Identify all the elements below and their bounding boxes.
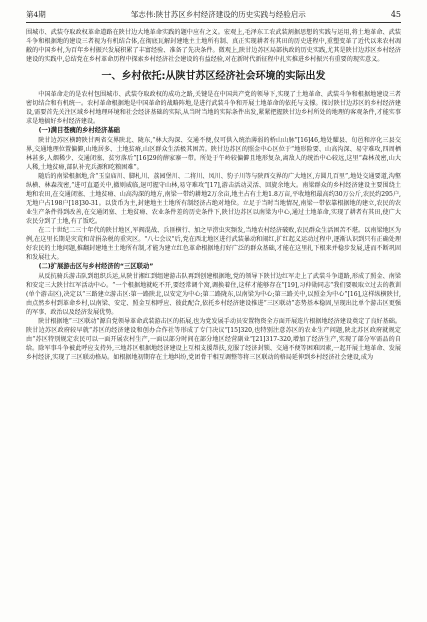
subsection-2-title: (二)扩展游击区与乡村经济的“三区联动” <box>38 263 154 271</box>
section-intro-paragraph: 中国革命走的是农村包围城市、武装夺取政权的成功之路,关键是在中国共产党的领导下,实现了土地革命、武装斗争和根据地建设三者密切结合和有机统一。农村革命根据地是中国革命的战略阵地,是进行武装斗争和开展土地革命的依托与支撑。探讨陕甘边苏区的乡村经济建设,需要首先关注区域乡村地理环境和社会经济基础的实际,从当时当地的实际条件出发,紧紧把握陕甘边乡村所处的地理的客观条件,才能实事求是地搞好乡村经济建设。 <box>26 91 401 126</box>
section-title: 一、乡村依托:从陕甘苏区经济社会环境的实际出发 <box>101 71 326 83</box>
page-number: 45 <box>390 10 401 19</box>
body-paragraph: 从反抗骑兵游击队到组织兵运,从陕甘湘红到组建游击队再到创建根据地,党的领导下陕甘边红军走上了武装斗争道路,形成了照金、南梁和安定三大陕甘红军活动中心。“一个根据地就屹不开,要经常调个窝,调换着住,这样才能够存在”[19],习仲勋同志“我们要吸取立过去的教训(单个游击区),决定以“三路建立游击区:第一路陕北,以安定为中心;第二路陇东,以南梁为中心;第三路关中,以照金为中心”[16],这样纵横陕甘,由点然乡村到革命乡村,以南梁、安定、照金互相呼应、彼此配合,依托乡村经济建设推进“三区联动”态势基本稳固,呈现出比单个游击区更强的军事、政治以及经济发展优势。 <box>26 272 401 316</box>
subsection-1-title: (一)满目苍痍的乡村经济基础 <box>38 127 120 135</box>
body-paragraph: 在二十世纪二三十年代的陕甘地区,军阀混战、兵匪横行、加之旱涝虫灾频发,当地农村经济破败,农民群众生活困苦不堪。以南梁地区为例,在这里长期是灾荒和苛捐杂税的重灾区。"八七会议"后,党在西北地区进行武装暴动和闹红,扩红起义运动过程中,逐渐认识到只有正确处理好农民的土地问题,推翻封建地主土地所有制,才能为建立红色革命根据地打好广泛的群众基础,才能在这里扎下根来并稳步发展,进而不断巩固和发展壮大。 <box>26 227 401 262</box>
running-title: 邹志伟:陕甘苏区乡村经济建设的历史实践与经验启示 <box>130 10 306 19</box>
body-paragraph: 随后的南梁根据地,含“玉皇庙川、脚札川、荔园堡川、二将川、凤川、豹子川等与陕西交界的广大地区,方圆几百里”,地处交通要道,沟壑纵横、林森茂密,“进可直逼关中,撤则威临,退可握守山林,易守难攻”[17],游击活动灵活、回旋余地大。南梁群众的乡村经济建设主要围绕土地和农田,在交通闭塞、土地贫瘠、山高沟深的地方,南梁一带约耕地2万余亩,地主占有土地1.8万亩,平收地租最高约30万公斤,农民约295户,无地户占198户[18]30-31。以货币为主,封建地主土地所有制经济占绝对地位。立足于当时当地情况,南梁一带依靠根据地的建立,农民的农业生产条件得到改善,在交通闭塞、土地贫瘠、农业条件差的历史条件下,陕甘边苏区以南梁为中心,通过土地革命,实现了耕者有其田,使广大农民分到了土地,有了饭吃。 <box>26 172 401 226</box>
body-paragraph: 陕甘根据地“三区联动”源自党领导革命武装游击区的拓展,也为党发展手动员安置物资全方面开展连片根据地经济建设奠定了良好基础。陕甘边苏区政府较早就“苏区的经济建设和创办合作社等形成了专门决议”[15]320,也特别注意苏区的农业生产问题,陕北苏区政府就规定由“苏区特别规定农民可以一面开展农村生产,一面以部分时间在部分地区经营副业”[21]317-320,增加了经济生产,实现了部分军需品的自给。除军事斗争被此呼应支持外,三地苏区根据地经济建设上互相支援帮扶,克服了经济封锁、交通不便等困难因素,一起开展土地革命、发展乡村经济,实现了三区联动格局。如根据地初期存在土地纠纷,党团骨干相互调整等将三区联动的格局延伸到乡村经济社会建设,成为 <box>26 317 401 362</box>
body-paragraph: 陕甘边苏区横跨陕甘两省交界陕北、陇东,“林大沟深、交通不便,仅可供入统治薄弱的桥山山脉”[16]46,地处耀县、旬邑和淳化三县交界,交通地理位置偏僻,山地居多、土地贫瘠,山区群众生活极其困苦。陕甘边苏区的照金中心区位于“地形险要、山高沟深、易守难攻,四周栖林甚多,人烟稀少、交通闭塞、贫穷落后”[16]29的薛家寨一带。所处于午岭较偏僻且地形复杂,离敌人的统治中心较远,这里“森林茂密,山大人稀,土地贫瘠,部队补充兵源和吃粮困难”。 <box>26 136 401 171</box>
intro-paragraph: 围城市、武装夺取政权革命道路在陕甘边大地革命实践的题中应有之义。宏观上,毛泽东工农武装割据思想的实践与运用,将土地革命、武装斗争和根据地的建设三者视为有机结合体,在彻底瓦解封建地主土地所有制、真正实现耕者有其田的历史进程中,重塑变革了近代以来农村凋敝的中国乡村,为百年乡村振兴发展积累了丰富经验、准备了先决条件。微观上,陕甘边苏区局部执政的历史实践,尤其是陕甘边苏区乡村经济建设的实践中,总结党在乡村革命历程中探索乡村经济社会建设的有益经验,对在新时代新征程中扎实推进乡村振兴有重要的现实意义。 <box>26 29 401 64</box>
issue-label: 第4期 <box>26 10 46 19</box>
page-header <box>26 10 401 23</box>
